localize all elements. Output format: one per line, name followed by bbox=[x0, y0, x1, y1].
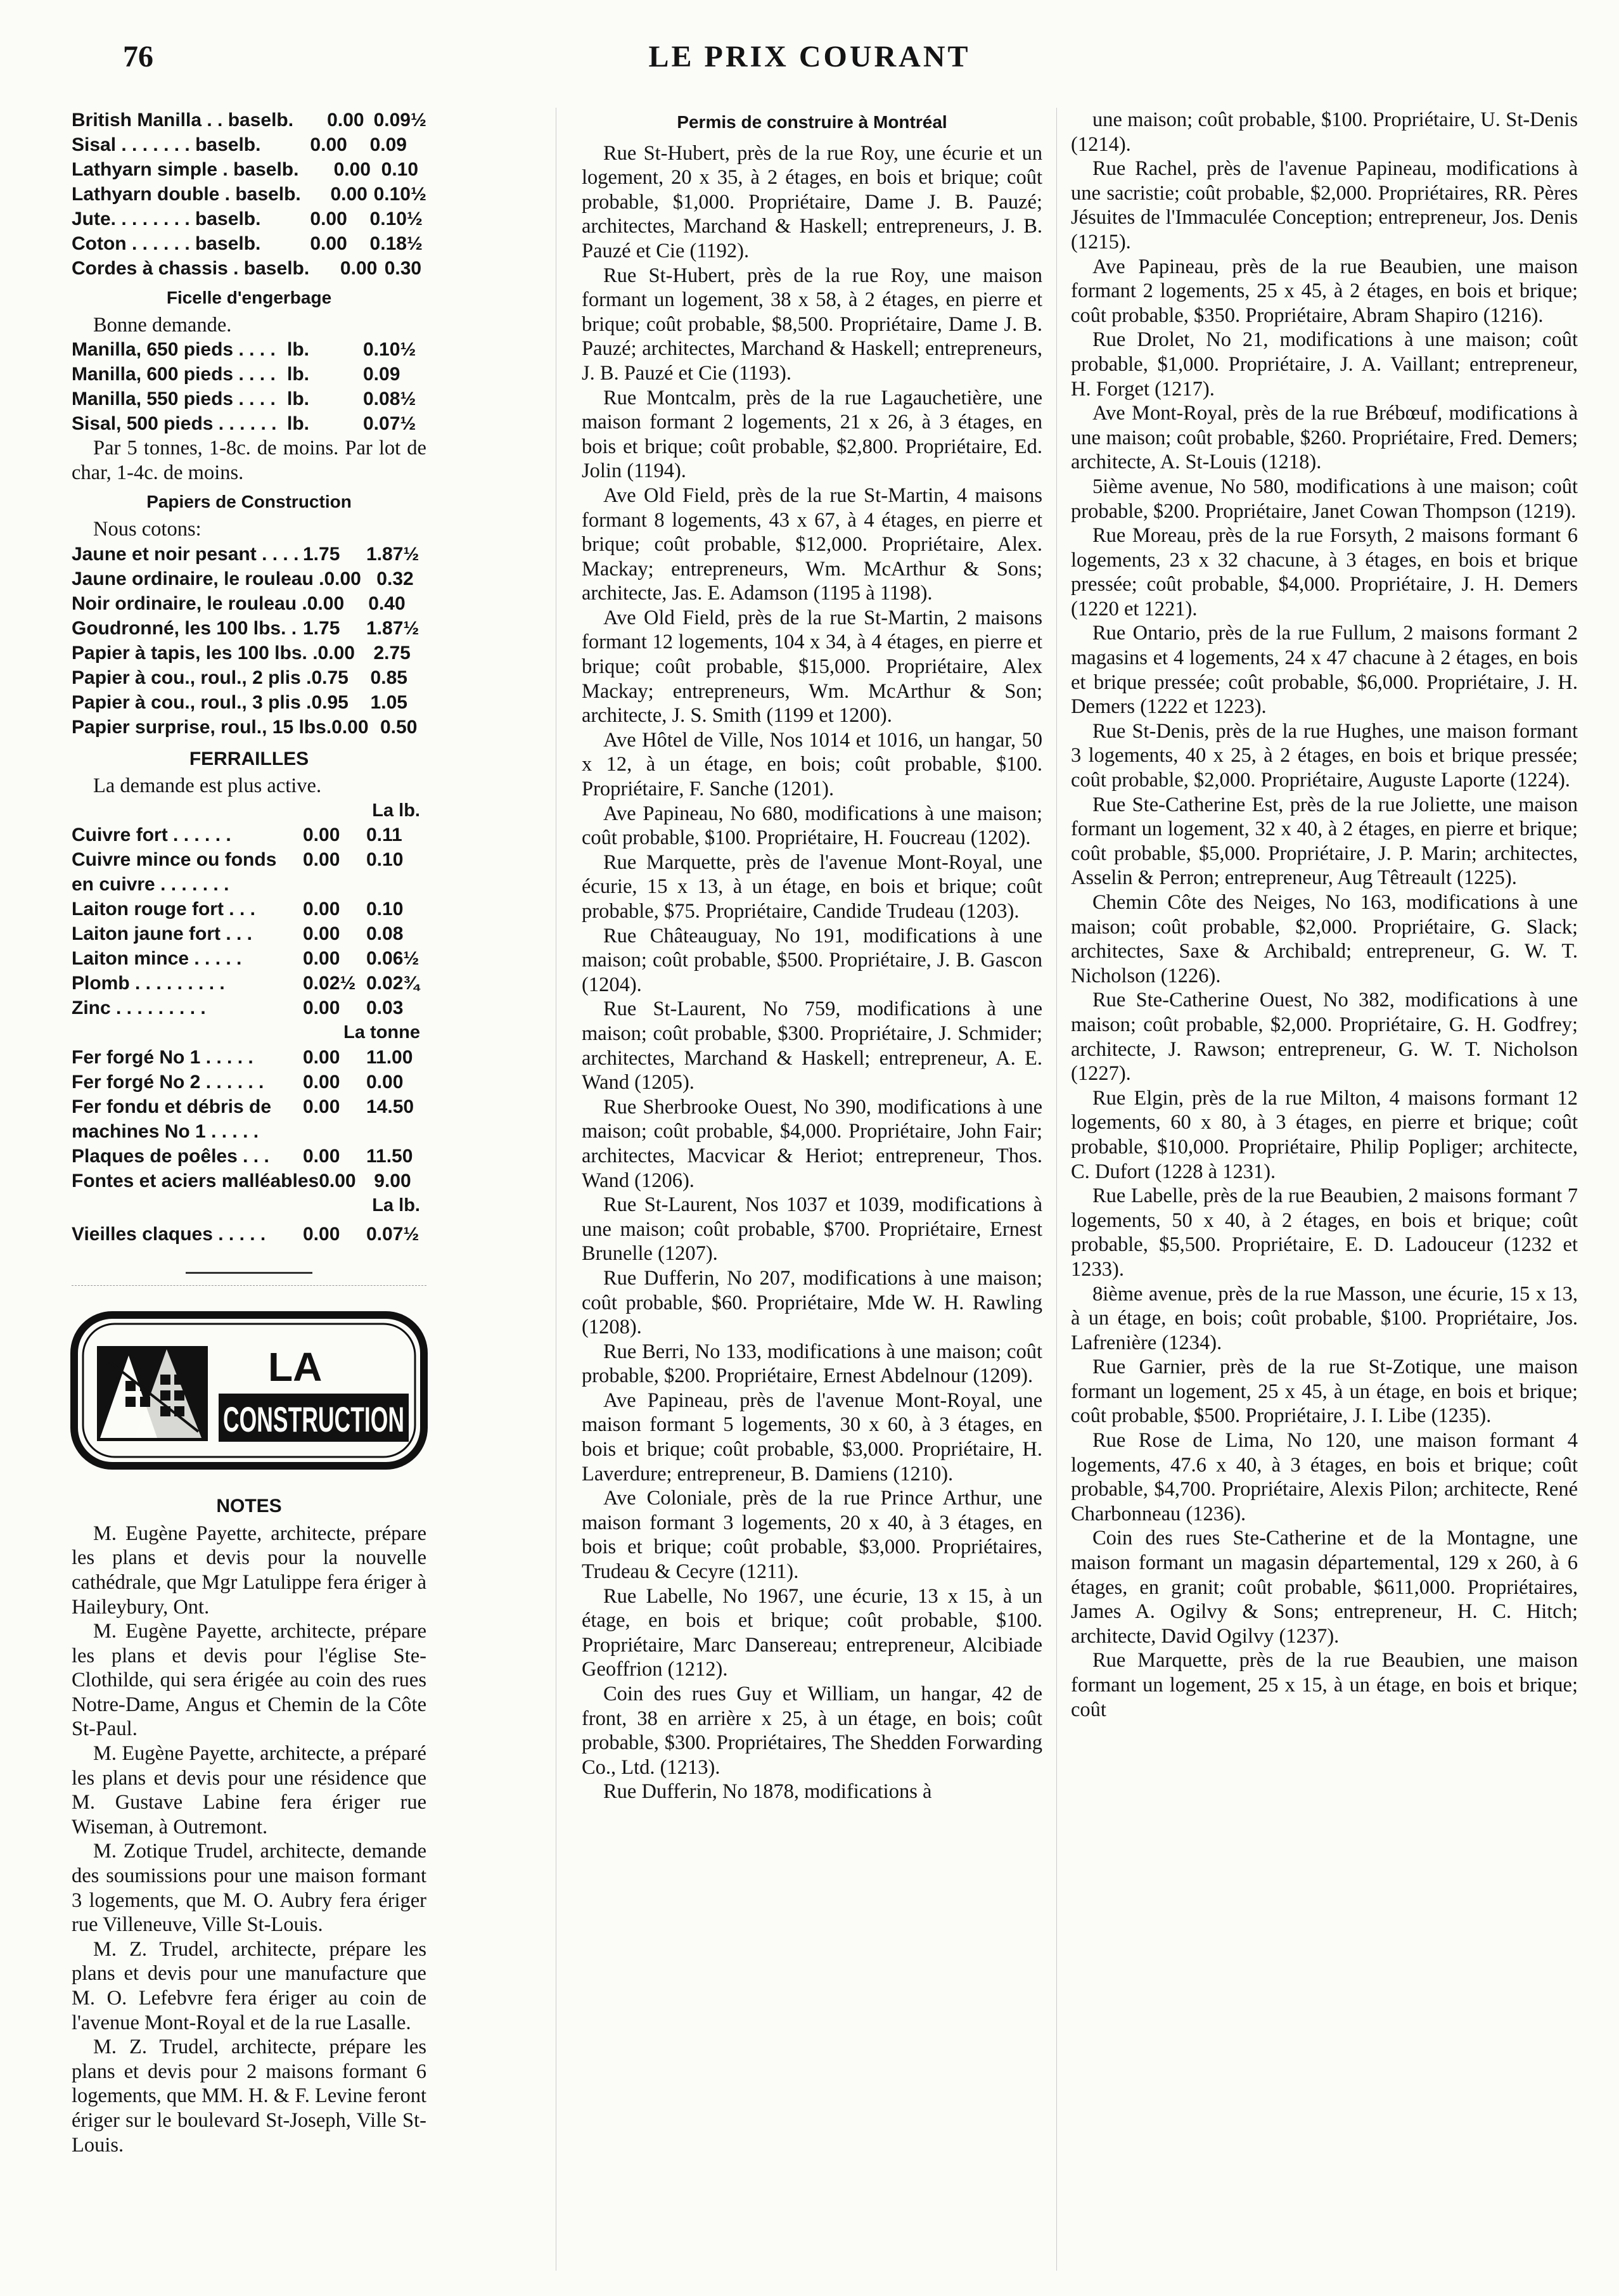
column-permis-2 bbox=[1071, 108, 1578, 2283]
price-row bbox=[72, 387, 426, 411]
price-row bbox=[72, 690, 426, 715]
column-prices bbox=[72, 108, 426, 2283]
price-row bbox=[72, 567, 426, 591]
item-name: Papier surprise, roul., 15 lbs. bbox=[72, 716, 332, 738]
building-icon bbox=[97, 1346, 208, 1441]
item-price: 1.75 bbox=[303, 617, 340, 639]
unit-heading: La lb. bbox=[372, 800, 420, 821]
price-row bbox=[72, 996, 426, 1020]
permit-entry: Rue St-Denis, près de la rue Hughes, une maison formant 3 logements, 40 x 25, à 2 étages, en bois et brique pressée; coût probable, $2,000. Propriétaire, Auguste Laporte (1224). bbox=[1071, 719, 1578, 792]
item-price: 0.00 bbox=[319, 1170, 356, 1191]
item-name: Fer forgé No 1 . . . . . bbox=[72, 1046, 253, 1068]
item-price: 0.00 bbox=[310, 134, 347, 155]
note-paragraph: M. Eugène Payette, architecte, a préparé les plans et devis pour une résidence que M. Gustave Labine fera ériger rue Wiseman, à Outremont. bbox=[72, 1742, 426, 1838]
item-price: 0.07½ bbox=[366, 1223, 419, 1245]
price-row bbox=[72, 182, 426, 207]
price-row bbox=[72, 157, 426, 182]
price-row bbox=[72, 1094, 426, 1144]
price-row bbox=[72, 1045, 426, 1070]
price-list-papiers bbox=[72, 542, 426, 740]
permit-entry: Coin des rues Ste-Catherine et de la Montagne, une maison formant un magasin départemental, 129 x 260, à 6 étages, en granit; coût probable, $611,000. Propriétaires, James A. Ogilvy & Sons; entrepreneur, H. C. Hitch; architecte, David Ogilvy (1237). bbox=[1071, 1527, 1578, 1648]
permit-entry: Rue Marquette, près de la rue Beaubien, une maison formant un logement, 25 x 15, à un étage, en bois et brique; coût bbox=[1071, 1649, 1578, 1721]
permit-entry: Chemin Côte des Neiges, No 163, modifications à une maison; coût probable, $2,000. Propriétaire, G. Slack; architectes, Saxe & Archibald; entrepreneur, G. W. T. Nicholson (1226). bbox=[1071, 891, 1578, 987]
item-unit: lb. bbox=[238, 233, 261, 254]
item-price: 0.08½ bbox=[363, 388, 416, 410]
divider bbox=[186, 1272, 312, 1274]
section-intro: La demande est plus active. bbox=[93, 774, 322, 798]
logo-line-1: LA bbox=[268, 1344, 323, 1390]
item-price: 0.18½ bbox=[369, 233, 423, 254]
price-row bbox=[72, 542, 426, 567]
permit-entry: Rue Sherbrooke Ouest, No 390, modifications à une maison; coût probable, $4,000. Propriétaire, John Fair; architectes, Macvicar & Heriot; entrepreneur, Thos. Wand (1206). bbox=[582, 1095, 1042, 1192]
item-name: Papier à cou., roul., 3 plis . bbox=[72, 691, 312, 713]
price-row bbox=[72, 616, 426, 641]
price-row bbox=[72, 715, 426, 740]
divider bbox=[72, 1285, 426, 1286]
item-price: 0.50 bbox=[380, 716, 418, 738]
item-price: 0.30 bbox=[384, 258, 422, 279]
price-row bbox=[72, 591, 426, 616]
page-header bbox=[0, 39, 1619, 84]
item-price: 0.75 bbox=[311, 667, 349, 688]
permit-entry: Rue Montcalm, près de la rue Lagauchetière, une maison formant 2 logements, 21 x 26, à 3 étages, en bois et brique; coût probable, $2,800. Propriétaire, Ed. Jolin (1194). bbox=[582, 386, 1042, 483]
item-name: Cuivre fort . . . . . . bbox=[72, 824, 231, 846]
price-list-ferrailles-lb bbox=[72, 823, 426, 1020]
permit-entry: Rue Elgin, près de la rue Milton, 4 maisons formant 12 logements, 60 x 80, à 3 étages, en pierre et brique; coût probable, $10,000. Propriétaire, Philip Popliger; architecte, C. Dufort (1228 à 1231). bbox=[1071, 1086, 1578, 1183]
item-name: Manilla, 650 pieds . . . . bbox=[72, 339, 276, 361]
item-price: 0.02¾ bbox=[366, 973, 419, 994]
item-name: Plomb . . . . . . . . . bbox=[72, 973, 225, 994]
permit-entry: Rue Berri, No 133, modifications à une maison; coût probable, $200. Propriétaire, Ernest Abdelnour (1209). bbox=[582, 1340, 1042, 1388]
permit-entry: une maison; coût probable, $100. Propriétaire, U. St-Denis (1214). bbox=[1071, 108, 1578, 156]
item-price: 0.32 bbox=[376, 568, 414, 589]
item-name: Lathyarn simple . base bbox=[72, 159, 277, 180]
item-price: 0.08 bbox=[366, 923, 404, 945]
price-row bbox=[72, 337, 426, 362]
page-number: 76 bbox=[123, 40, 153, 74]
item-price: 0.00 bbox=[303, 1046, 340, 1068]
item-price: 11.00 bbox=[366, 1046, 413, 1068]
note-paragraph: M. Eugène Payette, architecte, prépare les plans et devis pour l'église Ste-Clothilde, qui sera érigée au coin des rues Notre-Dame, Angus et Chemin de la Côte St-Paul. bbox=[72, 1620, 426, 1741]
note-paragraph: M. Zotique Trudel, architecte, demande des soumissions pour une maison formant 3 logements, que M. O. Aubry fera ériger rue Villeneuve, Ville St-Louis. bbox=[72, 1840, 426, 1937]
item-unit: lb. bbox=[287, 258, 310, 279]
item-price: 0.10 bbox=[366, 849, 404, 871]
item-price: 0.00 bbox=[303, 824, 340, 846]
item-name: Jaune ordinaire, le rouleau . bbox=[72, 568, 324, 589]
item-price: 0.00 bbox=[366, 1071, 404, 1093]
item-name: Cuivre mince ou fonds en cuivre . . . . . . . bbox=[72, 849, 277, 895]
item-price: 0.07½ bbox=[363, 413, 416, 435]
permit-entry: Rue Garnier, près de la rue St-Zotique, une maison formant un logement, 25 x 45, à un étage, en bois et brique; coût probable, $500. Propriétaire, J. I. Libe (1235). bbox=[1071, 1356, 1578, 1428]
permit-entry: 8ième avenue, près de la rue Masson, une écurie, 15 x 13, à un étage, en bois; coût probable, $100. Propriétaire, Jos. Lafrenière (1234). bbox=[1071, 1282, 1578, 1354]
item-price: 0.00 bbox=[303, 1071, 340, 1093]
item-name: Papier à cou., roul., 2 plis . bbox=[72, 667, 312, 688]
item-price: 1.87½ bbox=[366, 617, 419, 639]
item-price: 0.00 bbox=[303, 997, 340, 1019]
item-unit: lb. bbox=[238, 208, 261, 229]
price-row bbox=[72, 1070, 426, 1094]
item-price: 2.75 bbox=[373, 642, 411, 664]
item-price: 0.00 bbox=[340, 258, 378, 279]
section-heading-papiers: Papiers de Construction bbox=[146, 492, 352, 512]
price-row bbox=[72, 231, 426, 256]
price-row bbox=[72, 256, 426, 281]
item-unit: lb. bbox=[287, 413, 309, 435]
item-name: British Manilla . . base bbox=[72, 110, 272, 131]
item-name: Laiton rouge fort . . . bbox=[72, 899, 255, 920]
item-price: 0.10 bbox=[381, 159, 419, 180]
item-unit: lb. bbox=[287, 388, 309, 410]
item-name: Noir ordinaire, le rouleau . bbox=[72, 593, 307, 614]
note-paragraph: M. Eugène Payette, architecte, prépare les plans et devis pour la nouvelle cathédrale, que Mgr Latulippe fera ériger à Haileybury, Ont. bbox=[72, 1522, 426, 1619]
item-name: Jaune et noir pesant . . . . bbox=[72, 543, 299, 565]
price-row bbox=[72, 411, 426, 436]
price-row bbox=[72, 1169, 426, 1193]
permit-entry: Rue St-Laurent, Nos 1037 et 1039, modifications à une maison; coût probable, $700. Propriétaire, Ernest Brunelle (1207). bbox=[582, 1193, 1042, 1266]
permit-entry: Rue Labelle, près de la rue Beaubien, 2 maisons formant 7 logements, 50 x 40, à 2 étages, en bois et brique; coût probable, $5,500. Propriétaire, E. D. Ladouceur (1232 et 1233). bbox=[1071, 1184, 1578, 1281]
price-row bbox=[72, 362, 426, 387]
item-price: 0.00 bbox=[324, 568, 361, 589]
item-price: 0.10½ bbox=[369, 208, 423, 229]
permit-entry: Rue St-Hubert, près de la rue Roy, une maison formant un logement, 38 x 58, à 2 étages, en pierre et brique; coût probable, $8,500. Propriétaire, Dame J. B. Pauzé; architectes, Marchand & Haskell; entrepreneurs, J. B. Pauzé et Cie (1193). bbox=[582, 264, 1042, 385]
item-name: Laiton mince . . . . . bbox=[72, 948, 242, 970]
item-name: Coton . . . . . . base bbox=[72, 233, 239, 254]
item-price: 1.87½ bbox=[366, 543, 419, 565]
item-price: 0.00 bbox=[303, 899, 340, 920]
item-unit: lb. bbox=[278, 184, 301, 205]
item-price: 0.00 bbox=[303, 1145, 340, 1167]
item-unit: lb. bbox=[238, 134, 261, 155]
price-list-ferrailles-tonne bbox=[72, 1045, 426, 1193]
price-list-ficelle bbox=[72, 337, 426, 436]
permit-entry: Rue St-Hubert, près de la rue Roy, une écurie et un logement, 20 x 35, à 2 étages, en bois et brique; coût probable, $1,000. Propriétaire, Dame J. B. Pauzé; architectes, Marchand & Haskell; entrepreneurs, J. B. Pauzé et Cie (1192). bbox=[582, 141, 1042, 262]
item-unit: lb. bbox=[287, 364, 309, 385]
item-price: 0.10 bbox=[366, 899, 404, 920]
la-construction-logo bbox=[72, 1311, 426, 1470]
unit-heading: La tonne bbox=[343, 1022, 420, 1043]
permit-entry: Ave Old Field, près de la rue St-Martin, 4 maisons formant 8 logements, 43 x 67, à 4 étages, en pierre et brique; coût probable, $12,000. Propriétaire, Alex. Mackay; entrepreneurs, Wm. McArthur & Sons; architecte, Jas. E. Adamson (1195 à 1198). bbox=[582, 484, 1042, 605]
item-price: 0.40 bbox=[368, 593, 406, 614]
item-name: Sisal . . . . . . . base bbox=[72, 134, 239, 155]
item-name: Laiton jaune fort . . . bbox=[72, 923, 252, 945]
section-heading-notes: NOTES bbox=[216, 1496, 282, 1517]
permit-entry: Ave Papineau, près de l'avenue Mont-Royal, une maison formant 5 logements, 30 x 60, à 3 étages, en bois et brique; coût probable, $3,000. Propriétaire, H. Laverdure; entrepreneur, B. Damiens (1210). bbox=[582, 1389, 1042, 1485]
permit-entry: Ave Papineau, près de la rue Beaubien, une maison formant 2 logements, 25 x 45, à 2 étages, en bois et brique; coût probable, $350. Propriétaire, Abram Shapiro (1216). bbox=[1071, 255, 1578, 327]
price-row bbox=[72, 971, 426, 996]
section-heading-ficelle: Ficelle d'engerbage bbox=[166, 288, 332, 307]
price-row bbox=[72, 665, 426, 690]
item-unit: lb. bbox=[276, 159, 299, 180]
price-row bbox=[72, 207, 426, 231]
item-name: Plaques de poêles . . . bbox=[72, 1145, 269, 1167]
item-price: 0.85 bbox=[370, 667, 407, 688]
item-price: 0.00 bbox=[317, 642, 355, 664]
permit-entry: Rue Drolet, No 21, modifications à une maison; coût probable, $1,000. Propriétaire, J. A. Vaillant; entrepreneur, H. Forget (1217). bbox=[1071, 328, 1578, 401]
price-row bbox=[72, 823, 426, 847]
unit-heading: La lb. bbox=[372, 1195, 420, 1215]
item-name: Fer forgé No 2 . . . . . . bbox=[72, 1071, 264, 1093]
item-name: Zinc . . . . . . . . . bbox=[72, 997, 206, 1019]
price-row bbox=[72, 946, 426, 971]
column-permis-1 bbox=[582, 108, 1042, 2283]
note-paragraph: M. Z. Trudel, architecte, prépare les plans et devis pour une manufacture que M. O. Lefebvre fera ériger au coin de l'avenue Mont-Royal et de la rue Lasalle. bbox=[72, 1937, 426, 2034]
page-title: LE PRIX COURANT bbox=[648, 40, 971, 74]
permit-entry: Ave Papineau, No 680, modifications à une maison; coût probable, $100. Propriétaire, H. Foucreau (1202). bbox=[582, 802, 1042, 850]
section-heading-permis: Permis de construire à Montréal bbox=[677, 112, 947, 132]
price-row bbox=[72, 847, 426, 897]
item-unit: lb. bbox=[271, 110, 294, 131]
item-name: Vieilles claques . . . . . bbox=[72, 1223, 266, 1245]
permit-list bbox=[1071, 108, 1578, 1722]
item-price: 0.00 bbox=[303, 849, 340, 871]
item-price: 0.00 bbox=[307, 593, 345, 614]
item-price: 0.00 bbox=[310, 208, 347, 229]
logo-line-2: CONSTRUCTION bbox=[223, 1399, 404, 1439]
permit-entry: Rue Labelle, No 1967, une écurie, 13 x 15, à un étage, en bois et brique; coût probable, $100. Propriétaire, Marc Dansereau; entrepreneur, Alcibiade Geoffrion (1212). bbox=[582, 1584, 1042, 1681]
permit-entry: Coin des rues Guy et William, un hangar, 42 de front, 38 en arrière x 25, à un étage, en bois; coût probable, $300. Propriétaires, The Shedden Forwarding Co., Ltd. (1213). bbox=[582, 1683, 1042, 1779]
item-name: Lathyarn double . base bbox=[72, 184, 279, 205]
item-name: Papier à tapis, les 100 lbs. . bbox=[72, 642, 318, 664]
price-row bbox=[72, 108, 426, 132]
permit-entry: Rue Dufferin, No 207, modifications à une maison; coût probable, $60. Propriétaire, Mde W. H. Rawling (1208). bbox=[582, 1266, 1042, 1339]
item-price: 0.00 bbox=[303, 923, 340, 945]
price-row bbox=[72, 897, 426, 921]
permit-entry: Ave Mont-Royal, près de la rue Brébœuf, modifications à une maison; coût probable, $260. Propriétaire, Fred. Demers; architecte, A. St-Louis (1218). bbox=[1071, 402, 1578, 474]
item-name: Fontes et aciers malléables bbox=[72, 1170, 319, 1191]
item-price: 0.09½ bbox=[373, 110, 426, 131]
permit-entry: Rue St-Laurent, No 759, modifications à une maison; coût probable, $300. Propriétaire, J. Schmider; architectes, Marchand & Haskell; entrepreneur, A. E. Wand (1205). bbox=[582, 997, 1042, 1094]
item-name: Goudronné, les 100 lbs. . bbox=[72, 617, 297, 639]
section-intro: Nous cotons: bbox=[93, 517, 202, 541]
permit-entry: Rue Ste-Catherine Est, près de la rue Joliette, une maison formant un logement, 32 x 40, à 2 étages, en pierre et brique; coût probable, $5,000. Propriétaire, J. P. Marin; architectes, Asselin & Perron; entrepreneur, Aug Têtreault (1225). bbox=[1071, 793, 1578, 890]
item-price: 11.50 bbox=[366, 1145, 413, 1167]
item-price: 0.00 bbox=[331, 716, 369, 738]
permit-entry: Rue Rachel, près de l'avenue Papineau, modifications à une sacristie; coût probable, $2,000. Propriétaires, RR. Pères Jésuites de l'Immaculée Conception; entrepreneur, Jos. Denis (1215). bbox=[1071, 157, 1578, 253]
price-row bbox=[72, 641, 426, 665]
item-price: 1.05 bbox=[370, 691, 407, 713]
item-price: 1.75 bbox=[303, 543, 340, 565]
item-price: 0.10½ bbox=[363, 339, 416, 361]
item-price: 14.50 bbox=[366, 1096, 414, 1117]
item-price: 0.00 bbox=[330, 184, 368, 205]
item-price: 0.00 bbox=[303, 1223, 340, 1245]
item-price: 0.00 bbox=[333, 159, 371, 180]
permit-entry: Rue Ontario, près de la rue Fullum, 2 maisons formant 2 magasins et 4 logements, 24 x 47 chacune à 2 étages, en bois et brique pressée; coût probable, $6,000. Propriétaire, J. H. Demers (1222 et 1223). bbox=[1071, 622, 1578, 719]
permit-entry: Rue Ste-Catherine Ouest, No 382, modifications à une maison; coût probable, $2,000. Propriétaire, G. H. Godfrey; architecte, J. Rawson; entrepreneur, G. W. T. Nicholson (1227). bbox=[1071, 989, 1578, 1086]
permit-entry: Ave Old Field, près de la rue St-Martin, 2 maisons formant 12 logements, 104 x 34, à 4 étages, en pierre et brique; coût probable, $15,000. Propriétaire, Alex Mackay; entrepreneurs, Wm. McArthur & Son; architecte, J. S. Smith (1199 et 1200). bbox=[582, 606, 1042, 728]
notes-list bbox=[72, 1522, 426, 2157]
price-list-cordage bbox=[72, 108, 426, 281]
permit-entry: Rue Marquette, près de l'avenue Mont-Royal, une écurie, 15 x 13, à un étage, en bois et brique; coût probable, $75. Propriétaire, Candide Trudeau (1203). bbox=[582, 850, 1042, 923]
section-heading-ferrailles: FERRAILLES bbox=[189, 748, 309, 769]
permit-entry: Rue Moreau, près de la rue Forsyth, 2 maisons formant 6 logements, 23 x 32 chacune, à 3 étages, en bois et brique pressée; coût probable, $4,000. Propriétaire, J. H. Demers (1220 et 1221). bbox=[1071, 524, 1578, 620]
permit-entry: 5ième avenue, No 580, modifications à une maison; coût probable, $200. Propriétaire, Janet Cowan Thompson (1219). bbox=[1071, 475, 1578, 523]
price-row bbox=[72, 132, 426, 157]
item-name: Sisal, 500 pieds . . . . . . bbox=[72, 413, 277, 435]
permit-entry: Rue Dufferin, No 1878, modifications à bbox=[603, 1780, 932, 1804]
item-price: 0.03 bbox=[366, 997, 404, 1019]
item-price: 0.09 bbox=[363, 364, 400, 385]
section-intro: Bonne demande. bbox=[93, 313, 232, 337]
permit-list bbox=[582, 141, 1042, 1804]
price-list-ferrailles-lb2 bbox=[72, 1222, 426, 1247]
item-price: 0.95 bbox=[311, 691, 349, 713]
item-price: 0.00 bbox=[303, 948, 340, 970]
price-row bbox=[72, 1144, 426, 1169]
permit-entry: Ave Hôtel de Ville, Nos 1014 et 1016, un hangar, 50 x 12, à un étage, en bois; coût probable, $100. Propriétaire, F. Sanche (1201). bbox=[582, 728, 1042, 801]
item-name: Fer fondu et débris de machines No 1 . . . . . bbox=[72, 1096, 272, 1142]
item-price: 9.00 bbox=[374, 1170, 411, 1191]
item-price: 0.00 bbox=[310, 233, 347, 254]
price-row bbox=[72, 921, 426, 946]
item-name: Manilla, 550 pieds . . . . bbox=[72, 388, 276, 410]
item-price: 0.06½ bbox=[366, 948, 419, 970]
item-price: 0.10½ bbox=[373, 184, 426, 205]
item-price: 0.00 bbox=[327, 110, 364, 131]
item-price: 0.00 bbox=[303, 1096, 340, 1117]
note-paragraph: M. Z. Trudel, architecte, prépare les plans et devis pour 2 maisons formant 6 logements, que MM. H. & F. Levine feront ériger sur le boulevard St-Joseph, Ville St-Louis. bbox=[72, 2036, 426, 2157]
ficelle-note: Par 5 tonnes, 1-8c. de moins. Par lot de char, 1-4c. de moins. bbox=[72, 437, 426, 484]
item-name: Cordes à chassis . base bbox=[72, 258, 288, 279]
price-row bbox=[72, 1222, 426, 1247]
item-name: Manilla, 600 pieds . . . . bbox=[72, 364, 276, 385]
permit-entry: Rue Rose de Lima, No 120, une maison formant 4 logements, 47.6 x 40, à 3 étages, en bois et brique; coût probable, $4,700. Propriétaire, Alexis Pilon; architecte, René Charbonneau (1236). bbox=[1071, 1429, 1578, 1525]
item-price: 0.09 bbox=[369, 134, 407, 155]
item-price: 0.11 bbox=[366, 824, 402, 846]
permit-entry: Ave Coloniale, près de la rue Prince Arthur, une maison formant 3 logements, 20 x 40, à 3 étages, en bois et brique; coût probable, $3,000. Propriétaires, Trudeau & Cecyre (1211). bbox=[582, 1487, 1042, 1584]
item-unit: lb. bbox=[287, 339, 309, 361]
column-divider bbox=[1056, 108, 1057, 2271]
item-price: 0.02½ bbox=[303, 973, 356, 994]
item-name: Jute. . . . . . . . base bbox=[72, 208, 239, 229]
permit-entry: Rue Châteauguay, No 191, modifications à une maison; coût probable, $500. Propriétaire, J. B. Gascon (1204). bbox=[582, 924, 1042, 996]
